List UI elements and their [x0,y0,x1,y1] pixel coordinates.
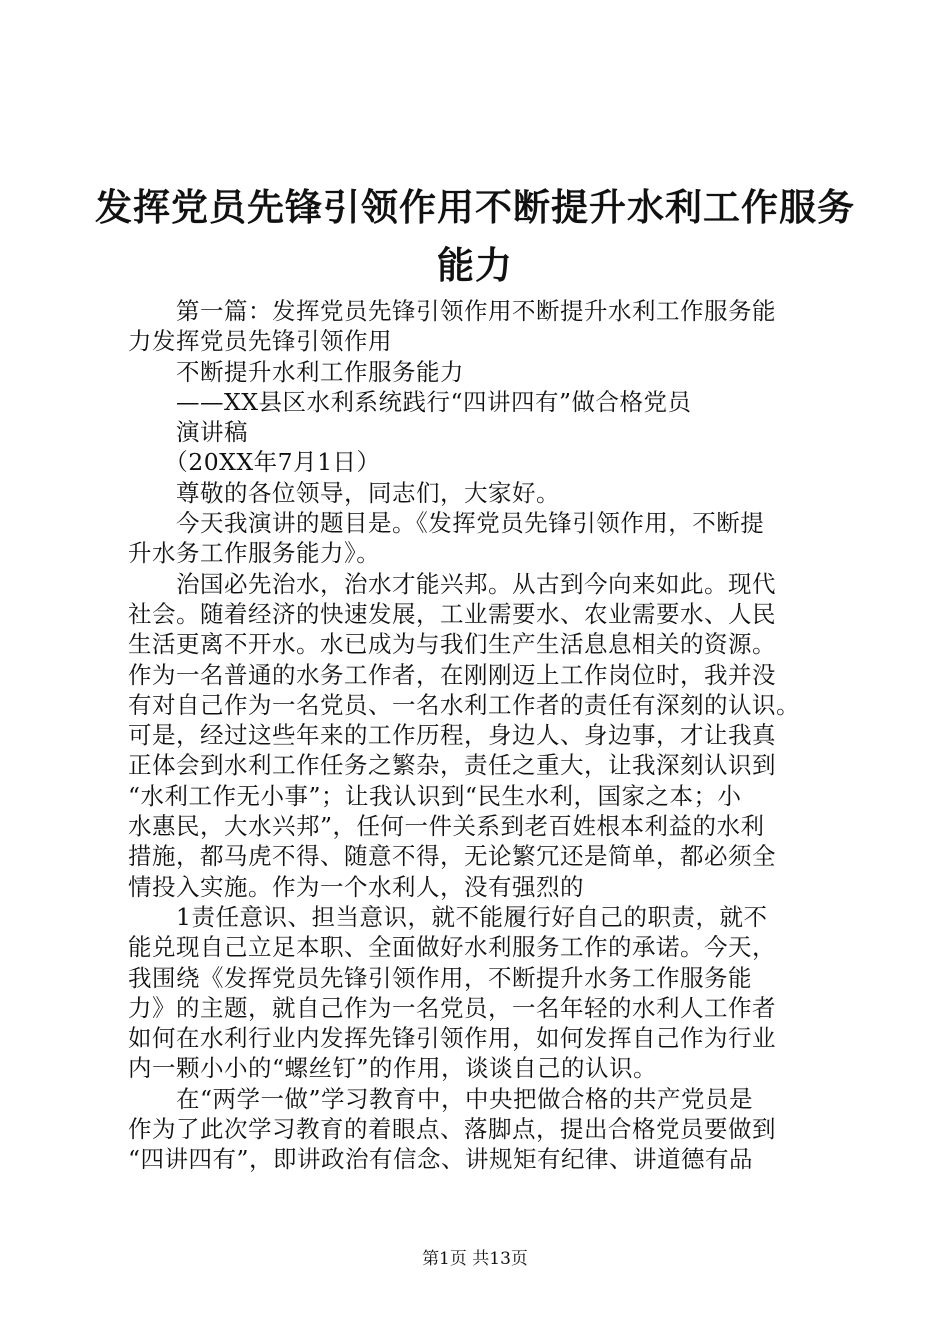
body-line: 演讲稿 [128,418,248,447]
body-line: 1责任意识、担当意识，就不能履行好自己的职责，就不 [128,902,768,931]
body-line: “水利工作无小事”；让我认识到“民生水利，国家之本；小 [128,781,742,810]
body-line: “四讲四有”，即讲政治有信念、讲规矩有纪律、讲道德有品 [128,1145,754,1174]
body-line: 力发挥党员先锋引领作用 [128,327,392,356]
body-line: 有对自己作为一名党员、一名水利工作者的责任有深刻的认识。 [128,690,800,719]
body-line: 生活更离不开水。水已成为与我们生产生活息息相关的资源。 [128,630,776,659]
body-line: 作为一名普通的水务工作者，在刚刚迈上工作岗位时，我并没 [128,660,776,689]
body-line: 社会。随着经济的快速发展，工业需要水、农业需要水、人民 [128,599,776,628]
body-line: 第一篇：发挥党员先锋引领作用不断提升水利工作服务能 [128,297,776,325]
body-line: 措施，都马虎不得、随意不得，无论繁冗还是简单，都必须全 [128,842,776,871]
body-line: ——XX县区水利系统践行“四讲四有”做合格党员 [128,387,692,416]
body-line: 力》的主题，就自己作为一名党员，一名年轻的水利人工作者 [128,993,776,1022]
body-line: 尊敬的各位领导，同志们，大家好。 [128,478,560,507]
document-title [90,178,860,294]
body-line: 正体会到水利工作任务之繁杂，责任之重大，让我深刻认识到 [128,751,776,780]
body-line: 可是，经过这些年来的工作历程，身边人、身边事，才让我真 [128,721,776,750]
body-line: 我围绕《发挥党员先锋引领作用，不断提升水务工作服务能 [128,963,752,992]
body-line: 水惠民，大水兴邦”，任何一件关系到老百姓根本利益的水利 [128,812,765,841]
body-line: 治国必先治水，治水才能兴邦。从古到今向来如此。现代 [128,569,776,598]
body-line: 能兑现自己立足本职、全面做好水利服务工作的承诺。今天， [128,933,776,962]
body-line: （20XX年7月1日） [128,448,381,477]
title-line-1: 发挥党员先锋引领作用不断提升水利工作服务 [95,185,855,229]
document-body [128,296,828,1175]
body-line: 不断提升水利工作服务能力 [128,357,464,386]
body-line: 今天我演讲的题目是。《发挥党员先锋引领作用，不断提 [128,509,765,538]
title-line-2: 能力 [437,243,513,287]
body-line: 作为了此次学习教育的着眼点、落脚点，提出合格党员要做到 [128,1115,776,1144]
body-line: 如何在水利行业内发挥先锋引领作用，如何发挥自己作为行业 [128,1024,776,1053]
body-line: 升水务工作服务能力》。 [128,539,381,568]
page-footer: 第1页 共13页 [422,1249,528,1269]
body-line: 情投入实施。作为一个水利人，没有强烈的 [128,872,584,901]
body-line: 内一颗小小的“螺丝钉”的作用，谈谈自己的认识。 [128,1054,658,1083]
body-line: 在“两学一做”学习教育中，中央把做合格的共产党员是 [128,1084,754,1113]
